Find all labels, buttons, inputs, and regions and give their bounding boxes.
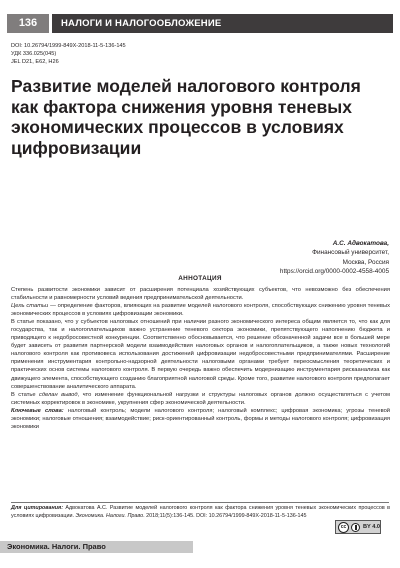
creative-commons-icon: cc <box>338 522 349 533</box>
citation-journal: Экономика. Налоги. Право <box>75 512 144 519</box>
citation-label: Для цитирования: <box>11 505 63 511</box>
author-orcid-link[interactable]: https://orcid.org/0000-0002-4558-4005 <box>279 267 389 275</box>
divider <box>11 502 389 503</box>
cc-license-badge[interactable] <box>335 520 381 534</box>
doi-line[interactable]: DOI: 10.26794/1999-849X-2018-11-5-136-145 <box>11 43 126 49</box>
abstract-paragraph: Степень развитости экономики зависит от расширения потенциала хозяйствующих субъектов, что невозможно без обеспечения стабильности и равномерности условий ведения предпринимательской деятельности. <box>11 287 390 302</box>
citation-block: Для цитирования: Адвокатова А.С. Развитие моделей налогового контроля как фактора снижения уровня теневых экономических процессов в условиях цифровизации. Экономика. Налоги. Право. 2018;11(5):136-145. DOI: 10.26794/1999-849X-2018-11-5-136-145 <box>11 505 390 519</box>
jel-line: JEL D21, E62, H26 <box>11 59 59 66</box>
goal-label: Цель статьи <box>11 303 49 310</box>
footer-journal-name: Экономика. Налоги. Право <box>7 542 106 551</box>
abstract-paragraph: В статье показано, что у субъектов налоговых отношений при наличии разного экономического интереса общим является то, что как для государства, так и налогоплательщиков важно устранение теневого сектора экономики, препятствующего наполнению бюджета и приводящего к недобросовестной конкуренции. Соответственно обосновывается, что решение обозначенной задачи все в большей мере будет зависеть от развития партнерской модели взаимодействия налоговых органов и налогоплательщиков, а также новых технологий налогового контроля как противовеса использования достижений цифровизации недобросовестными предпринимателями. Расширение применения инструментария контрольно-надзорной деятельности налоговыми органами требует переосмысления теоретических и практических основ системы налогового контроля. В первую очередь важно обеспечить модернизацию инструментария рискаанализа как движущего элемента, способствующего созданию благоприятной налоговой среды. Кроме того, развитие налогового контроля предполагает совершенствование аналитического аппарата. <box>11 319 390 390</box>
abstract-paragraph: Цель статьи — определение факторов, влияющих на развитие моделей налогового контроля, способствующих снижению уровня теневых экономических процессов в условиях цифровизации экономики. <box>11 303 390 318</box>
running-header <box>0 14 400 33</box>
udc-line: УДК 336.025(045) <box>11 51 57 58</box>
section-title: НАЛОГИ И НАЛОГООБЛОЖЕНИЕ <box>52 14 393 33</box>
abstract-paragraph: В статье сделан вывод, что изменение функциональной нагрузки и структуры налоговых органов должно осуществляться с учетом системных корректировок в экономике, укрупнения сфер экономической деятельности. <box>11 391 391 406</box>
conclusion-label: сделан вывод <box>39 391 78 398</box>
keywords: Ключевые слова: налоговый контроль; модели налогового контроля; налоговый комплекс; цифровая экономика; угрозы теневой экономики; налоговые отношения; взаимодействие; риск-ориентированный контроль, формы и методы налогового контроля; цифровизация экономики <box>11 407 390 430</box>
author-block <box>280 239 389 276</box>
article-title: Развитие моделей налогового контроля как фактора снижения уровня теневых экономических процессов в условиях цифровизации <box>11 76 361 158</box>
abstract-heading: АННОТАЦИЯ <box>178 275 222 282</box>
author-name: А.С. Адвокатова, <box>332 240 389 247</box>
article-metadata <box>11 42 126 67</box>
keywords-label: Ключевые слова: <box>11 407 64 414</box>
attribution-icon <box>351 523 360 532</box>
abstract-body <box>11 286 390 431</box>
author-affiliation: Финансовый университет, <box>312 249 389 257</box>
page-number: 136 <box>7 14 49 33</box>
author-city: Москва, Россия <box>342 258 389 266</box>
license-text: BY 4.0 <box>363 524 380 530</box>
